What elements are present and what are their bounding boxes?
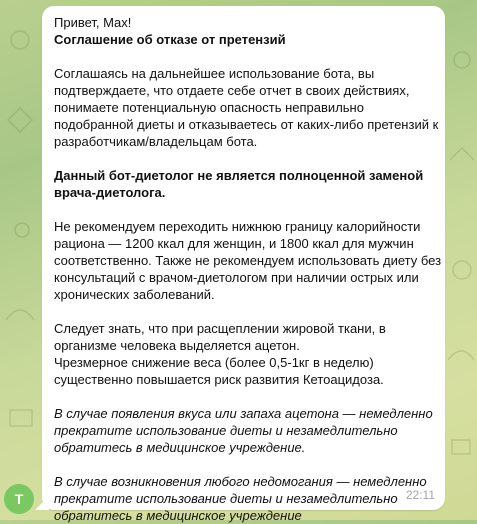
text-line: подтверждаете, что отдаете себе отчет в своих действиях,	[54, 83, 410, 98]
text-line: существенно повышается риск развития Кетоацидоза.	[54, 372, 384, 387]
text-line: В случае возникновения любого недомогания — немедленно	[54, 474, 427, 489]
text-line: соответственно. Также не рекомендуем использовать диету без	[54, 253, 442, 268]
agreement-title: Соглашение об отказе от претензий	[54, 32, 286, 47]
warning-bold	[54, 167, 445, 201]
text-line: Чрезмерное снижение веса (более 0,5-1кг в неделю)	[54, 355, 374, 370]
text-line: обратитесь в медицинское учреждение.	[54, 440, 306, 455]
text-line: понимаете потенциальную опасность неправильно	[54, 100, 364, 115]
greeting-text: Привет, Max!	[54, 15, 132, 30]
text-line: организме человека выделяется ацетон.	[54, 338, 300, 353]
text-line: консультаций с врачом-диетологом при наличии острых или	[54, 270, 419, 285]
text-line: Следует знать, что при расщеплении жировой ткани, в	[54, 321, 386, 336]
text-line: Данный бот-диетолог не является полноценной заменой	[54, 168, 424, 183]
paragraph-agreement	[54, 65, 445, 150]
text-line: прекратите использование диеты и незамедлительно	[54, 423, 398, 438]
paragraph-calories	[54, 218, 445, 303]
text-line: Не рекомендуем переходить нижнюю границу калорийности	[54, 219, 421, 234]
bot-avatar[interactable]: T	[4, 484, 34, 514]
text-line: разработчикам/владельцам бота.	[54, 134, 258, 149]
text-line: прекратите использование диеты и незамедлительно	[54, 491, 398, 506]
italic-warning-acetone	[54, 405, 445, 456]
message-bubble[interactable]	[42, 6, 445, 523]
italic-warning-illness	[54, 473, 445, 524]
text-line: обратитесь в медицинское учреждение	[54, 508, 302, 523]
paragraph-acetone	[54, 320, 445, 388]
text-line: подобранной диеты и отказываетесь от каких-либо претензий к	[54, 117, 439, 132]
message-timestamp: 22:11	[405, 488, 435, 502]
text-line: рациона — 1200 ккал для женщин, и 1800 ккал для мужчин	[54, 236, 414, 251]
text-line: хронических заболеваний.	[54, 287, 215, 302]
text-line: врача-диетолога.	[54, 185, 166, 200]
text-line: Соглашаясь на дальнейшее использование бота, вы	[54, 66, 375, 81]
text-line: В случае появления вкуса или запаха ацетона — немедленно	[54, 406, 433, 421]
